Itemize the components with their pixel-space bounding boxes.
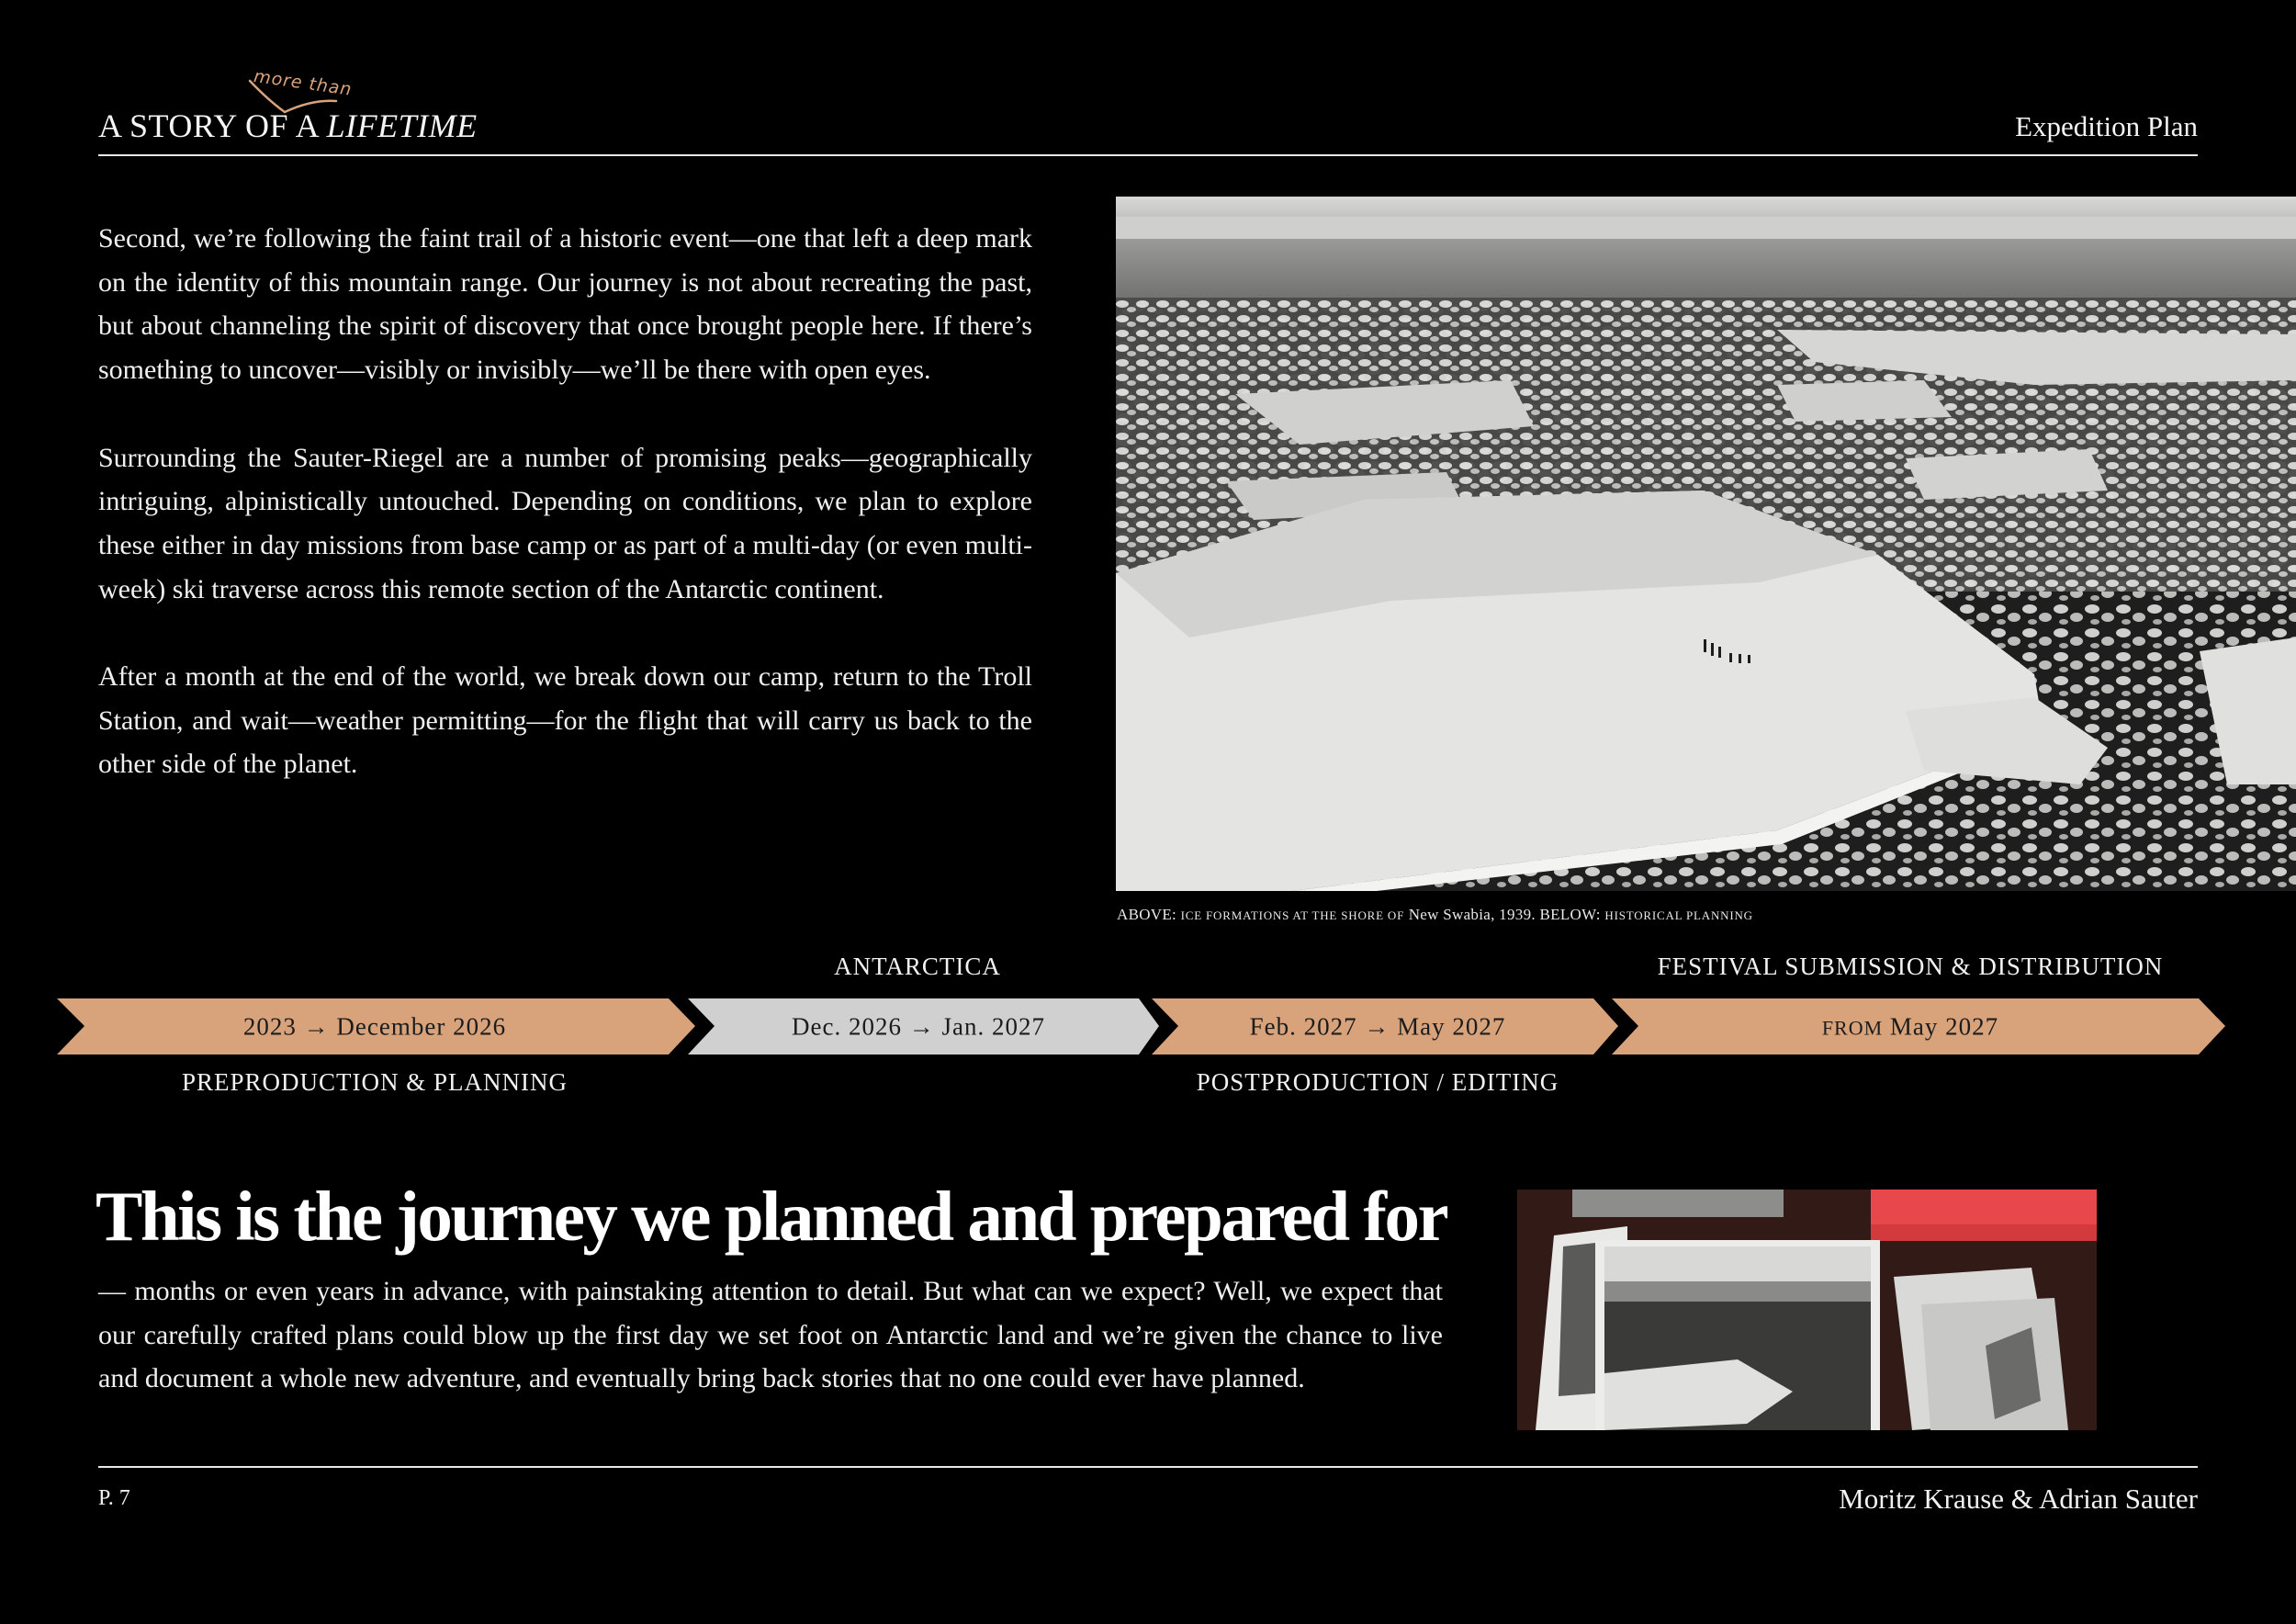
caption-below-label: BELOW: [1539,906,1601,923]
phase-3-label: POSTPRODUCTION / EDITING [1196,1068,1559,1096]
photo-caption [1117,906,1753,924]
body-text [98,217,1032,830]
section-label: Expedition Plan [2015,110,2198,142]
caption-place: New Swabia, 1939. [1408,906,1536,923]
paragraph: After a month at the end of the world, we break down our camp, return to the Troll Station, and wait—weather permitting—for the flight that will carry us back to the other side of the planet. [98,661,1032,780]
phase-4-dates-prefix: FROM [1821,1016,1884,1040]
title-italic: LIFETIME [326,107,478,144]
ice-floes-photo-icon [1116,197,2296,891]
phase-4-label: FESTIVAL SUBMISSION & DISTRIBUTION [1657,953,2164,980]
annotation-caret-icon [248,77,358,123]
timeline [0,946,2296,1130]
phase-1-label: PREPRODUCTION & PLANNING [181,1068,568,1096]
phase-4-dates-value: May 2027 [1889,1012,1999,1041]
historical-planning-photo [1517,1190,2097,1430]
section-heading: This is the journey we planned and prepared for [96,1177,1447,1256]
paragraph: Surrounding the Sauter-Riegel are a number of promising peaks—geographically intriguing, alpinistically untouched. Depending on conditions, we plan to explore these either in day missions from base camp or as part of a multi-day (or even multi-week) ski traverse across this remote section of the Antarctic continent. [98,442,1032,604]
section-body: — months or even years in advance, with painstaking attention to detail. But what can we expect? Well, we expect that our carefully crafted plans could blow up the first day we set foot on Antarctic land and we’re given the chance to live and document a whole new adventure, and eventually bring back stories that no one could ever have planned. [98,1276,1443,1394]
phase-1-dates: 2023 → December 2026 [242,1012,507,1041]
page-number: P. 7 [98,1486,130,1510]
caption-above-text: ICE FORMATIONS AT THE SHORE OF [1180,908,1405,922]
footer-divider [98,1466,2198,1468]
ice-floes-photo [1116,197,2296,891]
phase-2-dates: Dec. 2026 → Jan. 2027 [792,1012,1045,1041]
historical-photos-icon [1517,1190,2097,1430]
header-divider [98,154,2198,156]
phase-3-dates: Feb. 2027 → May 2027 [1249,1012,1506,1041]
caption-below-text: HISTORICAL PLANNING [1604,908,1753,922]
handwritten-annotation: more than [252,66,354,100]
paragraph: Second, we’re following the faint trail of a historic event—one that left a deep mark on the identity of this mountain range. Our journey is not about recreating the past, but about channeling the spirit of discovery that once brought people here. If there’s something to uncover—visibly or invisibly—we’ll be there with open eyes. [98,223,1032,386]
phase-4-dates [1822,1013,1998,1042]
phase-2-label: ANTARCTICA [834,953,1001,980]
caption-above-label: ABOVE: [1117,906,1177,923]
title-prefix: A STORY OF A [98,107,327,144]
authors: Moritz Krause & Adrian Sauter [1839,1483,2198,1515]
